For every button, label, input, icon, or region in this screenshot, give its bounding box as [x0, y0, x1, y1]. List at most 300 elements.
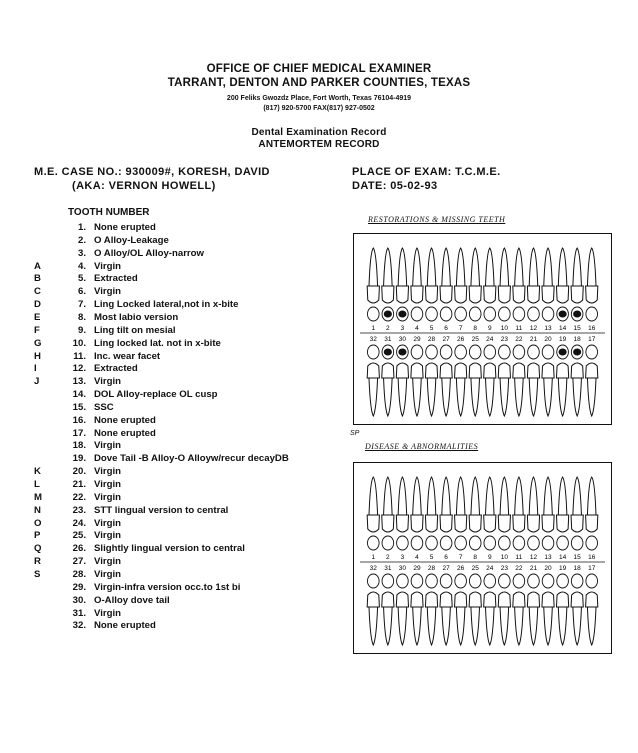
upper-occlusal-surface: [440, 536, 452, 550]
lower-tooth-crown: [425, 592, 437, 607]
upper-tooth-root: [500, 248, 509, 286]
upper-tooth-crown: [440, 286, 452, 303]
upper-tooth-root: [529, 477, 538, 515]
tooth-letter: C: [34, 286, 41, 298]
tooth-letter: E: [34, 311, 41, 323]
upper-tooth-crown: [396, 515, 408, 532]
restorations-chart-svg: [354, 234, 611, 424]
upper-occlusal-surface: [397, 536, 409, 550]
office-title: OFFICE OF CHIEF MEDICAL EXAMINER: [206, 63, 432, 75]
lower-tooth-crown: [498, 363, 510, 378]
tooth-number: 21.: [72, 479, 86, 490]
lower-tooth-root: [558, 378, 567, 416]
lower-occlusal-surface: [440, 574, 452, 588]
tooth-letter: J: [34, 376, 40, 388]
upper-tooth-crown: [513, 515, 525, 532]
lower-occlusal-surface: [499, 574, 511, 588]
upper-tooth-number-label: 11: [515, 325, 523, 332]
upper-tooth-root: [413, 477, 422, 515]
lower-tooth-crown: [571, 363, 583, 378]
lower-tooth-root: [442, 378, 451, 416]
lower-tooth-root: [398, 607, 407, 645]
upper-tooth-number-label: 7: [458, 325, 463, 332]
restoration-mark: [384, 349, 392, 356]
upper-tooth-root: [515, 477, 524, 515]
lower-occlusal-surface: [542, 345, 554, 359]
tooth-number: 14.: [72, 389, 86, 401]
tooth-description: STT lingual version to central: [94, 504, 229, 516]
lower-tooth-root: [456, 607, 465, 645]
upper-tooth-root: [442, 248, 451, 286]
restoration-mark: [398, 349, 406, 356]
upper-occlusal-surface: [411, 307, 423, 321]
lower-tooth-root: [515, 378, 524, 416]
upper-tooth-root: [573, 248, 582, 286]
tooth-letter: L: [34, 479, 40, 490]
upper-tooth-crown: [498, 286, 510, 303]
lower-tooth-number-label: 22: [515, 336, 523, 343]
lower-tooth-number-label: 28: [427, 565, 436, 572]
tooth-description: Virgin: [94, 530, 122, 542]
tooth-description: Virgin: [94, 440, 122, 452]
lower-tooth-number-label: 27: [442, 565, 450, 572]
upper-tooth-number-label: 6: [444, 325, 448, 332]
tooth-number: 1.: [77, 222, 86, 233]
tooth-description: Virgin: [94, 376, 122, 388]
upper-tooth-root: [573, 477, 582, 515]
lower-tooth-crown: [469, 363, 481, 378]
tooth-description: Virgin: [94, 491, 122, 503]
upper-tooth-number-label: 12: [529, 325, 538, 332]
tooth-number: 24.: [72, 517, 86, 529]
upper-tooth-crown: [455, 286, 467, 303]
lower-occlusal-surface: [455, 345, 467, 359]
tooth-number: 19.: [72, 453, 86, 465]
tooth-letter: H: [34, 350, 41, 362]
upper-tooth-crown: [411, 515, 423, 532]
lower-tooth-number-label: 17: [588, 565, 596, 572]
upper-tooth-crown: [382, 286, 394, 303]
lower-tooth-root: [369, 607, 378, 645]
upper-occlusal-surface: [528, 307, 540, 321]
upper-tooth-crown: [556, 515, 568, 532]
lower-tooth-number-label: 26: [457, 565, 465, 572]
lower-tooth-root: [442, 607, 451, 645]
disease-chart-svg: [354, 463, 611, 653]
lower-tooth-crown: [542, 363, 554, 378]
upper-occlusal-surface: [484, 307, 496, 321]
upper-tooth-crown: [542, 515, 554, 532]
upper-tooth-number-label: 3: [400, 554, 405, 561]
tooth-description: Inc. wear facet: [94, 350, 161, 362]
tooth-letter: S: [34, 568, 41, 580]
lower-tooth-crown: [527, 363, 539, 378]
tooth-description: Extracted: [94, 273, 138, 285]
lower-occlusal-surface: [397, 574, 409, 588]
tooth-description: None erupted: [94, 222, 156, 233]
upper-tooth-root: [471, 477, 480, 515]
tooth-number: 25.: [72, 530, 86, 542]
lower-tooth-crown: [513, 592, 525, 607]
tooth-number: 4.: [77, 260, 86, 272]
upper-occlusal-surface: [469, 536, 481, 550]
lower-tooth-number-label: 27: [442, 336, 450, 343]
upper-tooth-number-label: 1: [371, 325, 376, 332]
tooth-description: DOL Alloy-replace OL cusp: [94, 389, 218, 401]
lower-occlusal-surface: [411, 574, 423, 588]
lower-tooth-root: [471, 607, 480, 645]
upper-tooth-crown: [382, 515, 394, 532]
upper-occlusal-surface: [455, 307, 467, 321]
lower-tooth-number-label: 23: [500, 336, 508, 343]
tooth-description: None erupted: [94, 427, 156, 439]
upper-tooth-crown: [469, 515, 481, 532]
upper-tooth-number-label: 4: [415, 325, 419, 332]
upper-tooth-root: [529, 248, 538, 286]
lower-tooth-number-label: 30: [398, 336, 407, 343]
lower-tooth-crown: [513, 363, 525, 378]
upper-tooth-number-label: 12: [529, 554, 538, 561]
tooth-number: 8.: [77, 311, 86, 323]
lower-tooth-crown: [396, 592, 408, 607]
lower-tooth-number-label: 22: [515, 565, 523, 572]
upper-tooth-root: [558, 248, 567, 286]
upper-tooth-number-label: 16: [588, 554, 596, 561]
restoration-mark: [573, 349, 581, 356]
upper-tooth-root: [398, 477, 407, 515]
tooth-description: O Alloy/OL Alloy-narrow: [94, 247, 204, 259]
lower-tooth-number-label: 26: [457, 336, 465, 343]
upper-occlusal-surface: [367, 307, 379, 321]
lower-tooth-root: [427, 378, 436, 416]
restoration-mark: [559, 311, 567, 318]
upper-tooth-number-label: 2: [386, 325, 390, 332]
tooth-number: 20.: [72, 466, 86, 478]
tooth-number: 30.: [72, 594, 86, 606]
lower-tooth-number-label: 24: [486, 336, 494, 343]
lower-occlusal-surface: [469, 345, 481, 359]
upper-occlusal-surface: [542, 536, 554, 550]
tooth-letter: K: [34, 466, 41, 478]
upper-tooth-root: [427, 248, 436, 286]
tooth-letter: B: [34, 273, 41, 285]
lower-tooth-number-label: 19: [558, 336, 567, 343]
tooth-number: 7.: [77, 299, 86, 311]
tooth-description: O Alloy-Leakage: [94, 234, 169, 246]
upper-tooth-root: [369, 477, 378, 515]
upper-occlusal-surface: [426, 536, 438, 550]
restoration-mark: [384, 311, 392, 318]
upper-tooth-crown: [586, 515, 598, 532]
upper-tooth-root: [442, 477, 451, 515]
lower-tooth-number-label: 23: [500, 565, 508, 572]
record-type: Dental Examination Record: [251, 127, 387, 138]
lower-occlusal-surface: [499, 345, 511, 359]
upper-tooth-root: [384, 248, 393, 286]
upper-tooth-number-label: 9: [487, 554, 492, 561]
upper-tooth-crown: [498, 515, 510, 532]
tooth-number: 15.: [72, 401, 86, 413]
upper-tooth-number-label: 7: [458, 554, 463, 561]
lower-tooth-root: [500, 378, 509, 416]
upper-tooth-crown: [367, 286, 379, 303]
lower-occlusal-surface: [440, 345, 452, 359]
upper-tooth-number-label: 11: [515, 554, 523, 561]
lower-tooth-root: [456, 378, 465, 416]
upper-tooth-root: [384, 477, 393, 515]
upper-occlusal-surface: [513, 536, 525, 550]
disease-dental-chart: [353, 462, 612, 654]
lower-tooth-crown: [586, 363, 598, 378]
upper-tooth-number-label: 13: [544, 325, 552, 332]
upper-tooth-number-label: 14: [558, 325, 567, 332]
tooth-number: 31.: [72, 607, 86, 619]
upper-tooth-root: [456, 477, 465, 515]
tooth-number: 26.: [72, 543, 86, 555]
margin-note: SP: [350, 430, 360, 437]
lower-occlusal-surface: [586, 345, 598, 359]
lower-tooth-number-label: 29: [413, 336, 421, 343]
tooth-number: 17.: [72, 427, 86, 439]
upper-tooth-root: [471, 248, 480, 286]
lower-tooth-number-label: 21: [529, 336, 538, 343]
upper-occlusal-surface: [586, 307, 598, 321]
upper-tooth-crown: [513, 286, 525, 303]
lower-tooth-number-label: 28: [427, 336, 436, 343]
upper-tooth-crown: [469, 286, 481, 303]
lower-tooth-root: [485, 378, 494, 416]
lower-tooth-crown: [484, 592, 496, 607]
tooth-description: Ling tilt on mesial: [94, 324, 176, 336]
lower-tooth-number-label: 31: [384, 565, 392, 572]
restorations-chart-title: RESTORATIONS & MISSING TEETH: [368, 215, 506, 224]
upper-tooth-root: [456, 248, 465, 286]
lower-tooth-crown: [396, 363, 408, 378]
upper-tooth-crown: [455, 515, 467, 532]
upper-occlusal-surface: [586, 536, 598, 550]
lower-tooth-root: [573, 607, 582, 645]
upper-occlusal-surface: [542, 307, 554, 321]
lower-tooth-number-label: 30: [398, 565, 407, 572]
tooth-number: 27.: [72, 556, 86, 568]
upper-occlusal-surface: [469, 307, 481, 321]
tooth-description: Ling Locked lateral,not in x-bite: [94, 299, 239, 311]
upper-tooth-root: [587, 477, 596, 515]
tooth-letter: D: [34, 299, 41, 311]
upper-tooth-crown: [527, 286, 539, 303]
upper-occlusal-surface: [426, 307, 438, 321]
upper-tooth-crown: [396, 286, 408, 303]
upper-tooth-root: [413, 248, 422, 286]
counties-title: TARRANT, DENTON AND PARKER COUNTIES, TEXAS: [167, 77, 471, 89]
lower-tooth-root: [384, 607, 393, 645]
lower-tooth-crown: [367, 363, 379, 378]
upper-tooth-number-label: 9: [487, 325, 492, 332]
lower-occlusal-surface: [513, 345, 525, 359]
upper-tooth-number-label: 15: [573, 554, 581, 561]
lower-tooth-root: [413, 607, 422, 645]
upper-tooth-root: [500, 477, 509, 515]
lower-tooth-number-label: 29: [413, 565, 421, 572]
lower-tooth-number-label: 32: [369, 336, 377, 343]
lower-tooth-number-label: 19: [558, 565, 567, 572]
upper-tooth-number-label: 1: [371, 554, 376, 561]
lower-tooth-root: [384, 378, 393, 416]
upper-tooth-crown: [367, 515, 379, 532]
lower-occlusal-surface: [469, 574, 481, 588]
upper-occlusal-surface: [571, 536, 583, 550]
lower-occlusal-surface: [513, 574, 525, 588]
upper-occlusal-surface: [411, 536, 423, 550]
tooth-letter: I: [34, 363, 37, 375]
lower-tooth-crown: [571, 592, 583, 607]
upper-occlusal-surface: [455, 536, 467, 550]
lower-tooth-crown: [455, 592, 467, 607]
tooth-description: Extracted: [94, 363, 138, 375]
tooth-description: Dove Tail -B Alloy-O Alloyw/recur decayDB: [94, 453, 289, 465]
tooth-letter: F: [34, 324, 40, 336]
lower-tooth-root: [529, 607, 538, 645]
lower-occlusal-surface: [542, 574, 554, 588]
upper-occlusal-surface: [528, 536, 540, 550]
lower-tooth-root: [427, 607, 436, 645]
tooth-description: Virgin: [94, 568, 122, 580]
upper-tooth-crown: [571, 515, 583, 532]
lower-tooth-number-label: 18: [573, 565, 581, 572]
upper-tooth-number-label: 5: [429, 554, 434, 561]
upper-tooth-crown: [571, 286, 583, 303]
upper-tooth-crown: [425, 286, 437, 303]
case-aka: (AKA: VERNON HOWELL): [72, 180, 216, 192]
lower-occlusal-surface: [528, 345, 540, 359]
lower-tooth-root: [471, 378, 480, 416]
place-of-exam: PLACE OF EXAM: T.C.M.E.: [352, 166, 501, 178]
tooth-number: 23.: [72, 504, 86, 516]
upper-tooth-root: [544, 248, 553, 286]
lower-tooth-crown: [556, 363, 568, 378]
lower-tooth-root: [529, 378, 538, 416]
lower-occlusal-surface: [426, 574, 438, 588]
tooth-description: SSC: [94, 401, 114, 413]
lower-tooth-root: [544, 607, 553, 645]
upper-tooth-root: [587, 248, 596, 286]
tooth-number: 6.: [77, 286, 86, 298]
lower-tooth-number-label: 18: [573, 336, 581, 343]
tooth-number: 16.: [72, 414, 86, 426]
tooth-letter: N: [34, 504, 41, 516]
lower-occlusal-surface: [586, 574, 598, 588]
lower-tooth-root: [398, 378, 407, 416]
exam-date: DATE: 05-02-93: [352, 180, 438, 192]
tooth-letter: O: [34, 517, 42, 529]
upper-tooth-number-label: 4: [415, 554, 419, 561]
lower-occlusal-surface: [382, 574, 394, 588]
upper-tooth-number-label: 13: [544, 554, 552, 561]
upper-tooth-number-label: 8: [473, 325, 478, 332]
lower-tooth-crown: [440, 363, 452, 378]
restorations-dental-chart: [353, 233, 612, 425]
lower-tooth-crown: [484, 363, 496, 378]
tooth-description: Virgin: [94, 556, 122, 568]
lower-occlusal-surface: [367, 345, 379, 359]
lower-tooth-root: [587, 607, 596, 645]
tooth-description: Most labio version: [94, 311, 179, 323]
lower-tooth-crown: [382, 363, 394, 378]
tooth-letter: R: [34, 556, 41, 568]
lower-occlusal-surface: [571, 574, 583, 588]
upper-tooth-crown: [527, 515, 539, 532]
tooth-letter: P: [34, 530, 41, 542]
disease-chart-title: DISEASE & ABNORMALITIES: [365, 442, 479, 451]
tooth-number: 9.: [77, 324, 86, 336]
lower-tooth-crown: [542, 592, 554, 607]
upper-tooth-number-label: 3: [400, 325, 405, 332]
lower-tooth-crown: [382, 592, 394, 607]
tooth-description: Slightly lingual version to central: [94, 543, 245, 555]
upper-tooth-number-label: 15: [573, 325, 581, 332]
upper-tooth-root: [485, 477, 494, 515]
upper-tooth-root: [427, 477, 436, 515]
upper-tooth-number-label: 10: [500, 554, 508, 561]
upper-occlusal-surface: [382, 536, 394, 550]
tooth-number: 28.: [72, 568, 86, 580]
office-address: 200 Feliks Gwozdz Place, Fort Worth, Texas 76104-4919: [226, 95, 412, 102]
upper-tooth-crown: [440, 515, 452, 532]
lower-occlusal-surface: [557, 574, 569, 588]
lower-occlusal-surface: [484, 345, 496, 359]
tooth-description: Virgin: [94, 260, 122, 272]
tooth-number: 18.: [72, 440, 86, 452]
tooth-description: Virgin: [94, 466, 122, 478]
lower-occlusal-surface: [411, 345, 423, 359]
lower-tooth-crown: [586, 592, 598, 607]
lower-tooth-number-label: 20: [544, 565, 552, 572]
upper-tooth-number-label: 5: [429, 325, 434, 332]
upper-occlusal-surface: [484, 536, 496, 550]
lower-tooth-crown: [527, 592, 539, 607]
tooth-number: 5.: [77, 273, 86, 285]
tooth-number: 10.: [72, 337, 86, 349]
upper-tooth-number-label: 10: [500, 325, 508, 332]
tooth-number: 3.: [77, 247, 86, 259]
lower-tooth-number-label: 32: [369, 565, 377, 572]
tooth-letter: M: [34, 491, 42, 503]
lower-tooth-root: [587, 378, 596, 416]
lower-occlusal-surface: [455, 574, 467, 588]
lower-tooth-crown: [425, 363, 437, 378]
upper-tooth-number-label: 2: [386, 554, 390, 561]
tooth-description: Virgin: [94, 607, 122, 619]
tooth-description: Virgin: [94, 517, 122, 529]
tooth-letter: Q: [34, 543, 42, 555]
tooth-description: Virgin-infra version occ.to 1st bi: [94, 581, 241, 593]
upper-tooth-crown: [411, 286, 423, 303]
lower-tooth-root: [369, 378, 378, 416]
lower-tooth-root: [573, 378, 582, 416]
upper-tooth-number-label: 6: [444, 554, 448, 561]
tooth-number: 29.: [72, 581, 86, 593]
lower-occlusal-surface: [528, 574, 540, 588]
case-number: M.E. CASE NO.: 930009#, KORESH, DAVID: [34, 166, 270, 178]
tooth-letter: A: [34, 260, 41, 272]
lower-tooth-number-label: 31: [384, 336, 392, 343]
upper-tooth-root: [544, 477, 553, 515]
lower-tooth-crown: [455, 363, 467, 378]
tooth-number: 13.: [72, 376, 86, 388]
upper-occlusal-surface: [440, 307, 452, 321]
tooth-number: 32.: [72, 620, 86, 632]
tooth-number-heading: TOOTH NUMBER: [68, 207, 150, 218]
